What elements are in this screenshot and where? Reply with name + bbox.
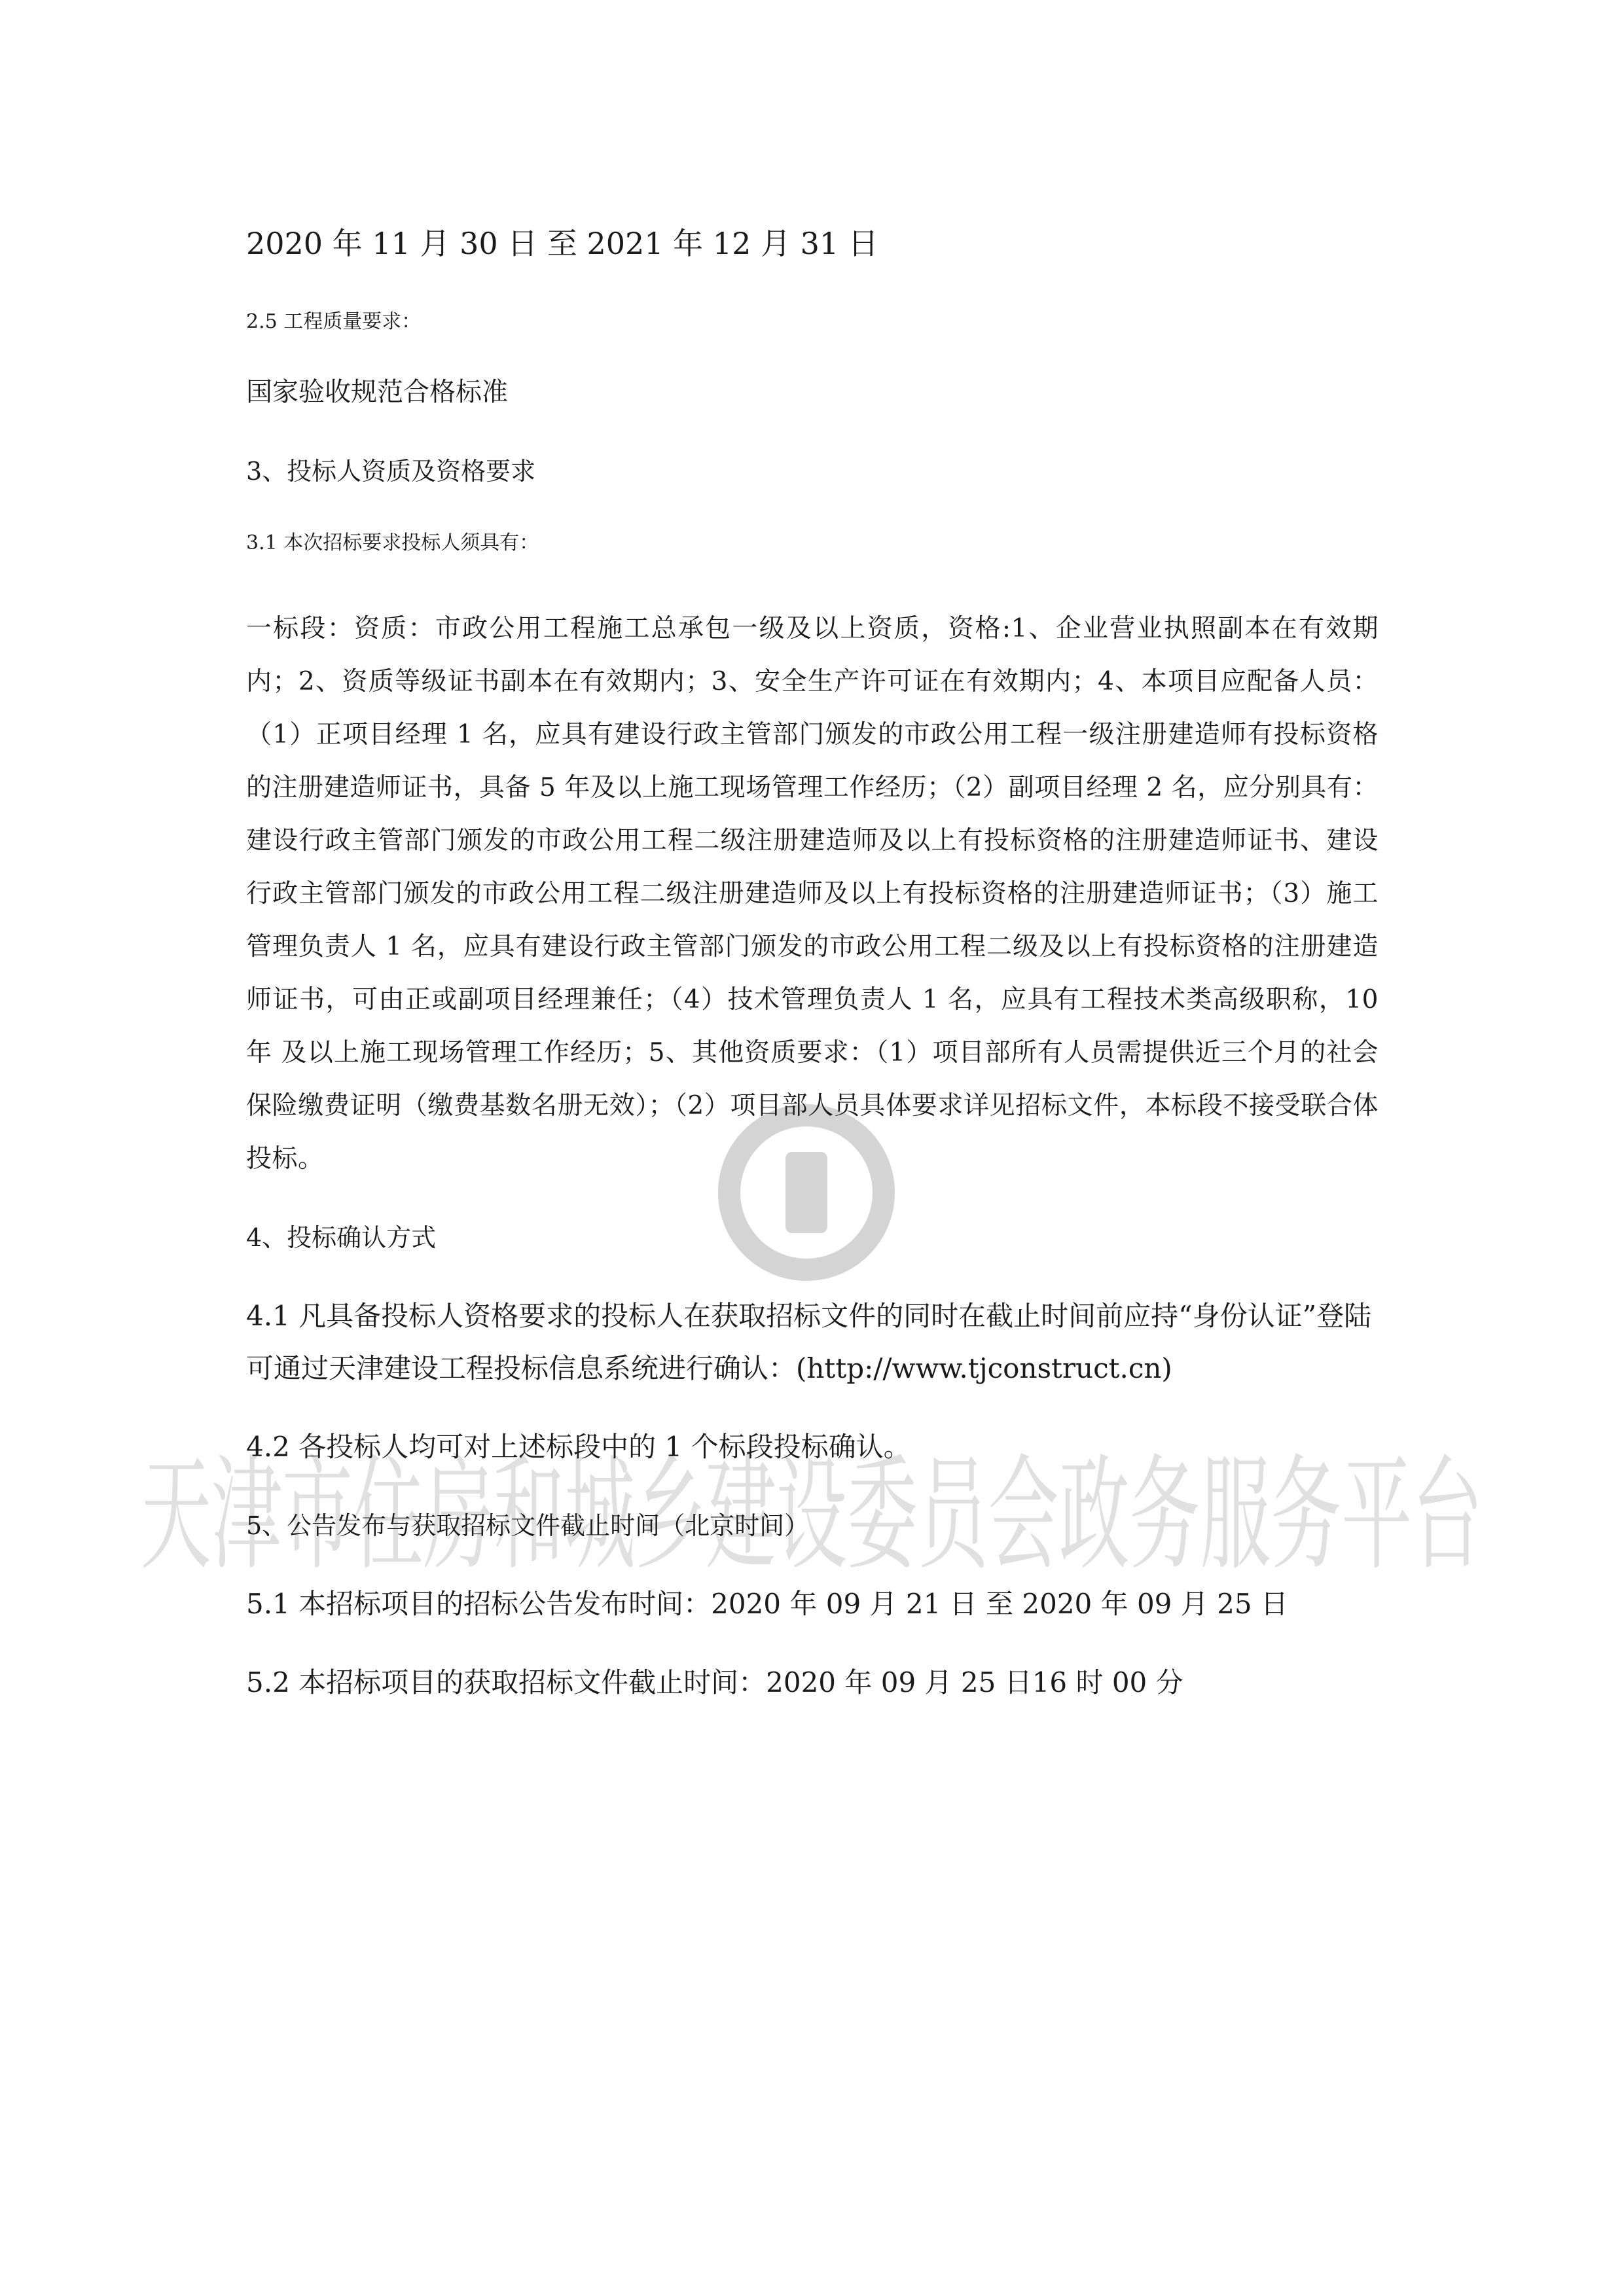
section-3-title: 3、投标人资质及资格要求 — [246, 457, 536, 486]
section-5-1-body: 5.1 本招标项目的招标公告发布时间：2020 年 09 月 21 日 至 2020 年 09 月 25 日 — [246, 1588, 1288, 1620]
section-5-2-body: 5.2 本招标项目的获取招标文件截止时间：2020 年 09 月 25 日16 时 00 分 — [246, 1666, 1183, 1698]
section-2-5-body: 国家验收规范合格标准 — [246, 377, 508, 407]
section-5-title: 5、公告发布与获取招标文件截止时间（北京时间） — [246, 1511, 810, 1540]
construction-period: 2020 年 11 月 30 日 至 2021 年 12 月 31 日 — [246, 226, 878, 261]
section-3-1-title: 3.1 本次招标要求投标人须具有： — [246, 531, 539, 554]
section-2-5-title: 2.5 工程质量要求： — [246, 310, 422, 333]
section-3-1-body: 一标段：资质：市政公用工程施工总承包一级及以上资质，资格:1、企业营业执照副本在有效期内；2、资质等级证书副本在有效期内；3、安全生产许可证在有效期内；4、本项目应配备人员：（1）正项目经理 1 名，应具有建设行政主管部门颁发的市政公用工程一级注册建造师有投标资格的注册建造师证书，具备 5 年及以上施工现场管理工作经历；（2）副项目经理 2 名，应分别具有：建设行政主管部门颁发的市政公用工程二级注册建造师及以上有投标资格的注册建造师证书、建设行政主管部门颁发的市政公用工程二级注册建造师及以上有投标资格的注册建造师证书；（3）施工管理负责人 1 名，应具有建设行政主管部门颁发的市政公用工程二级及以上有投标资格的注册建造师证书，可由正或副项目经理兼任；（4）技术管理负责人 1 名，应具有工程技术类高级职称，10 年 及以上施工现场管理工作经历；5、其他资质要求：（1）项目部所有人员需提供近三个月的社会保险缴费证明（缴费基数名册无效）；（2）项目部人员具体要求详见招标文件，本标段不接受联合体投标。 — [246, 614, 1379, 1174]
section-4-1-body: 4.1 凡具备投标人资格要求的投标人在获取招标文件的同时在截止时间前应持“身份认证”登陆可通过天津建设工程投标信息系统进行确认：(http://www.tjconstruct.cn) — [246, 1300, 1372, 1384]
section-4-title: 4、投标确认方式 — [246, 1223, 437, 1252]
section-4-2-body: 4.2 各投标人均可对上述标段中的 1 个标段投标确认。 — [246, 1431, 911, 1463]
watermark-text: 天津市住房和城乡建设委员会政务服务平台 — [141, 1446, 1483, 1585]
document-body — [246, 196, 1379, 1709]
